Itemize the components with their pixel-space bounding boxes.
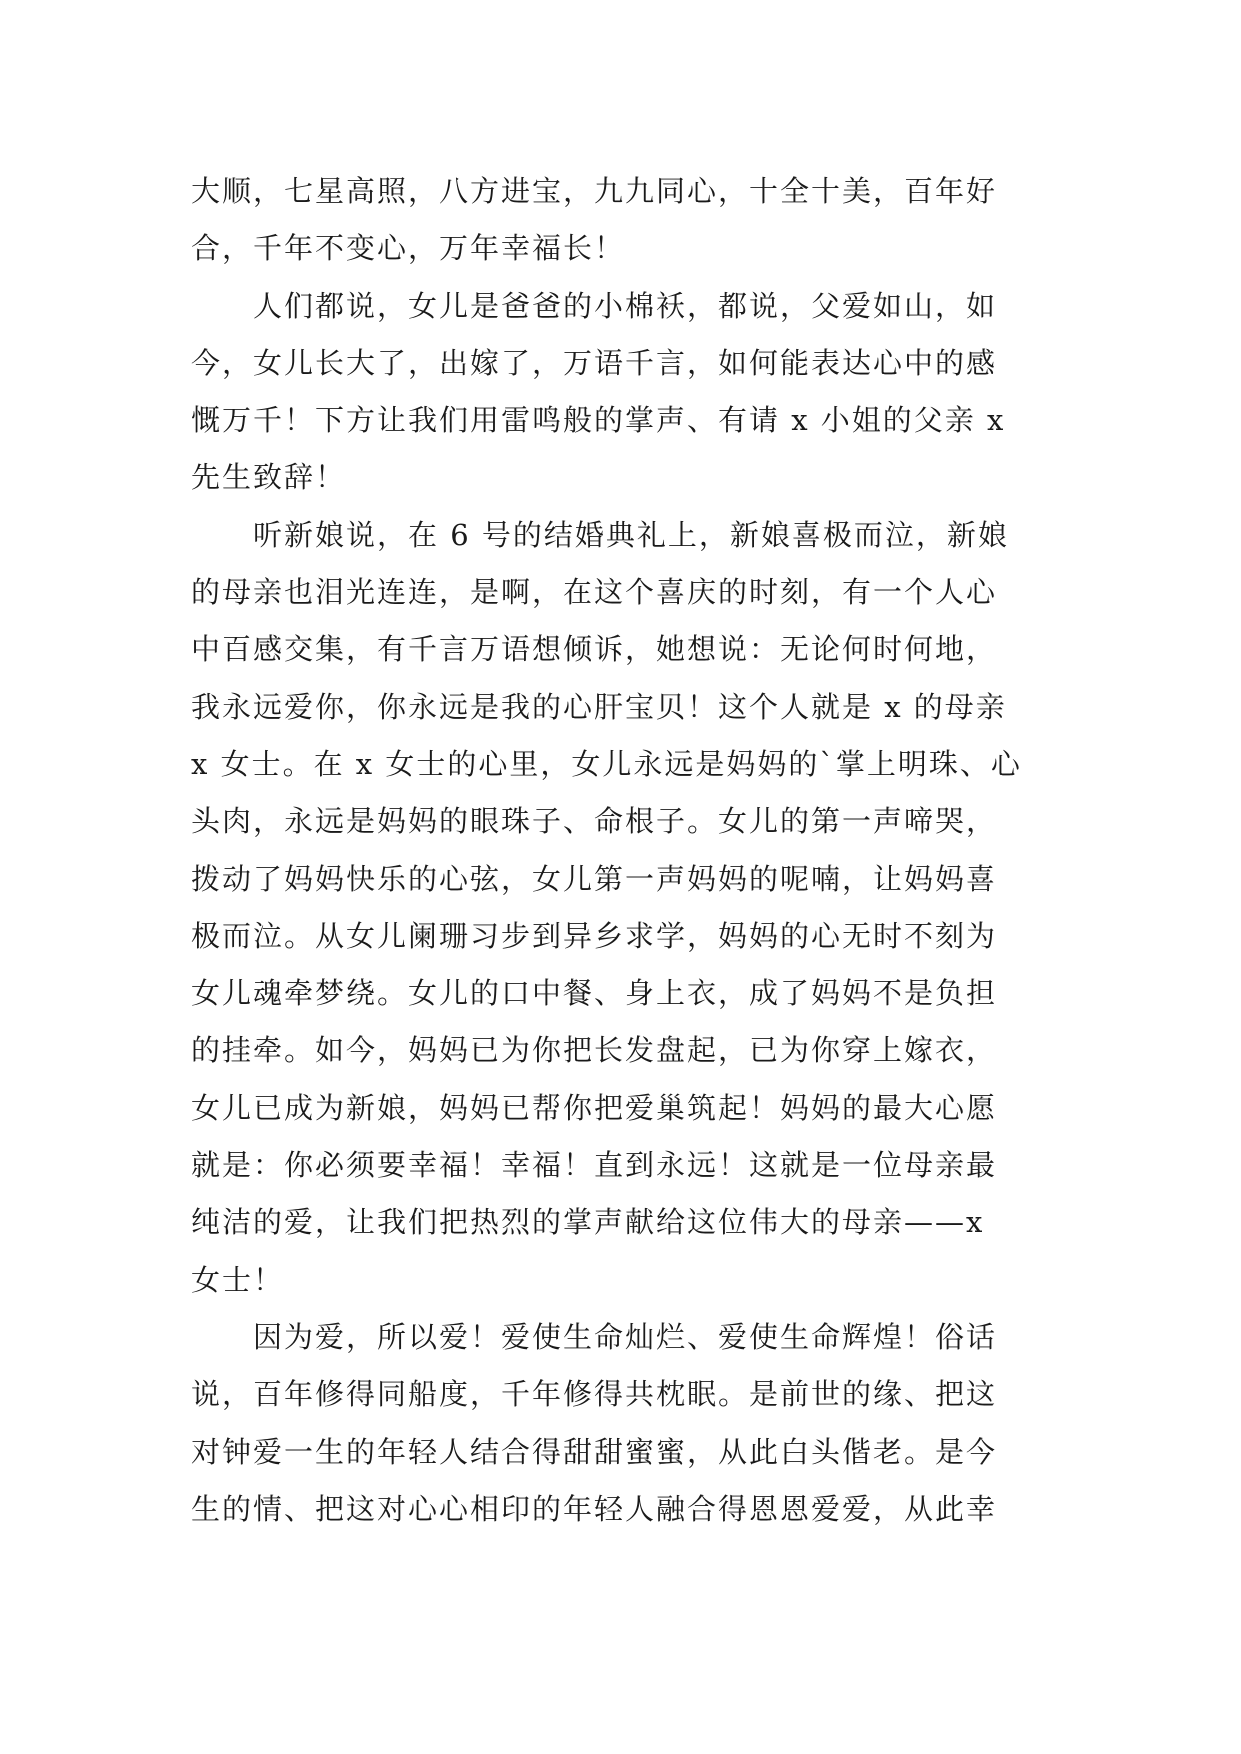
text-line: 生的情、把这对心心相印的年轻人融合得恩恩爱爱，从此幸 [191, 1491, 998, 1526]
text-line: 因为爱，所以爱！爱使生命灿烂、爱使生命辉煌！俗话 [191, 1319, 998, 1354]
text-line: 慨万千！下方让我们用雷鸣般的掌声、有请 x 小姐的父亲 x [191, 403, 1006, 438]
text-line: 中百感交集，有千言万语想倾诉，她想说：无论何时何地， [191, 632, 998, 667]
text-line: 的母亲也泪光连连，是啊，在这个喜庆的时刻，有一个人心 [191, 575, 998, 610]
text-line: 先生致辞！ [191, 460, 347, 495]
text-line: x 女士。在 x 女士的心里，女儿永远是妈妈的`掌上明珠、心 [191, 746, 1022, 781]
text-line: 我永远爱你，你永远是我的心肝宝贝！这个人就是 x 的母亲 [191, 689, 1007, 724]
text-line: 说，百年修得同船度，千年修得共枕眠。是前世的缘、把这 [191, 1377, 998, 1412]
text-line: 拨动了妈妈快乐的心弦，女儿第一声妈妈的呢喃，让妈妈喜 [191, 861, 998, 896]
text-line: 听新娘说，在 6 号的结婚典礼上，新娘喜极而泣，新娘 [191, 517, 1009, 552]
text-line: 女儿已成为新娘，妈妈已帮你把爱巢筑起！妈妈的最大心愿 [191, 1090, 998, 1125]
text-line: 对钟爱一生的年轻人结合得甜甜蜜蜜，从此白头偕老。是今 [191, 1434, 998, 1469]
text-line: 极而泣。从女儿阑珊习步到异乡求学，妈妈的心无时不刻为 [191, 918, 998, 953]
text-line: 大顺，七星高照，八方进宝，九九同心，十全十美，百年好 [191, 174, 998, 208]
text-line: 的挂牵。如今，妈妈已为你把长发盘起，已为你穿上嫁衣， [191, 1033, 998, 1068]
text-line: 女士！ [191, 1262, 285, 1297]
text-line: 人们都说，女儿是爸爸的小棉袄，都说，父爱如山，如 [191, 288, 998, 323]
text-line: 女儿魂牵梦绕。女儿的口中餐、身上衣，成了妈妈不是负担 [191, 976, 998, 1011]
text-line: 头肉，永远是妈妈的眼珠子、命根子。女儿的第一声啼哭， [191, 804, 998, 839]
body-text [191, 163, 1071, 1538]
text-line: 就是：你必须要幸福！幸福！直到永远！这就是一位母亲最 [191, 1148, 998, 1183]
text-line: 今，女儿长大了，出嫁了，万语千言，如何能表达心中的感 [191, 345, 998, 380]
text-line: 纯洁的爱，让我们把热烈的掌声献给这位伟大的母亲——x [191, 1205, 985, 1240]
text-line: 合，千年不变心，万年幸福长！ [191, 231, 626, 266]
